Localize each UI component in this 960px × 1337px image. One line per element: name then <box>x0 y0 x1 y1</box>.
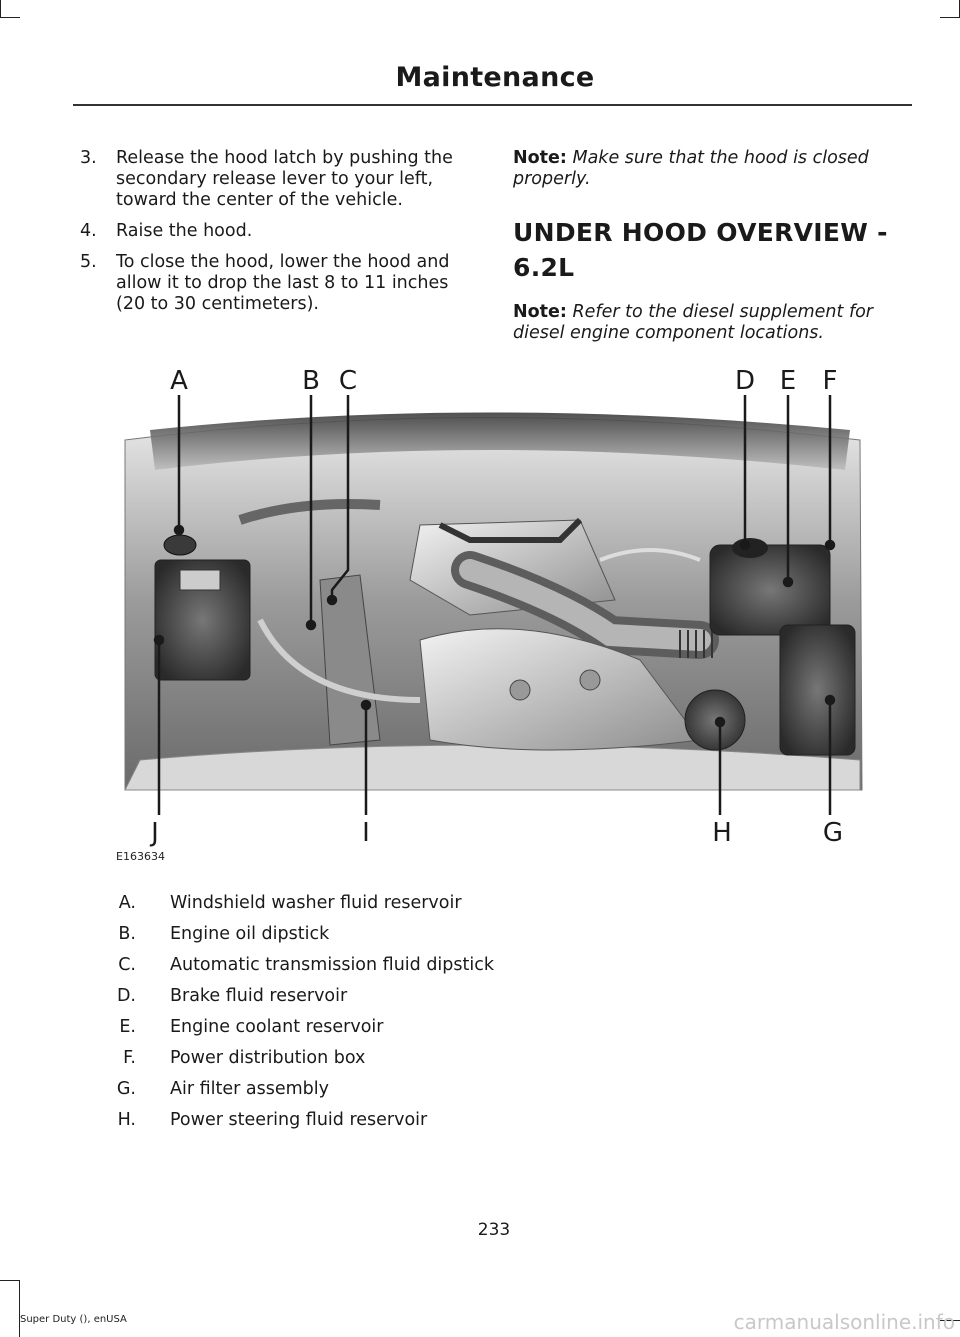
legend-letter: E. <box>119 1017 136 1037</box>
note-label: Note: <box>513 302 567 322</box>
legend-text: Windshield washer fluid reservoir <box>170 893 462 913</box>
page-number: 233 <box>477 1220 511 1240</box>
legend-letter: F. <box>123 1048 136 1068</box>
note-text: Refer to the diesel supplement for diesel engine component locations. <box>513 302 874 343</box>
legend-item <box>100 986 800 1017</box>
figure-code: E163634 <box>116 850 165 863</box>
legend-letter: C. <box>118 955 136 975</box>
legend-item <box>100 1110 800 1141</box>
step-number: 5. <box>80 252 97 272</box>
callout-h: H <box>712 818 732 848</box>
legend-item <box>100 1048 800 1079</box>
legend-letter: A. <box>118 893 136 913</box>
legend-text: Air filter assembly <box>170 1079 329 1099</box>
legend-letter: D. <box>116 986 136 1006</box>
legend-item <box>100 924 800 955</box>
callout-e: E <box>779 366 797 396</box>
legend-text: Automatic transmission fluid dipstick <box>170 955 494 975</box>
callout-a: A <box>170 366 188 396</box>
step-number: 3. <box>80 148 97 168</box>
legend-text: Engine coolant reservoir <box>170 1017 384 1037</box>
section-heading: UNDER HOOD OVERVIEW - 6.2L <box>513 218 888 282</box>
legend-text: Power steering fluid reservoir <box>170 1110 428 1130</box>
callout-c: C <box>338 366 358 396</box>
component-legend <box>100 893 800 1141</box>
legend-item <box>100 893 800 924</box>
legend-letter: H. <box>117 1110 136 1130</box>
callout-i: I <box>362 818 370 848</box>
callout-d: D <box>734 366 756 396</box>
callout-g: G <box>822 818 844 848</box>
legend-text: Engine oil dipstick <box>170 924 330 944</box>
step-number: 4. <box>80 221 97 241</box>
callout-b: B <box>302 366 320 396</box>
callout-f: F <box>822 366 838 396</box>
legend-item <box>100 955 800 986</box>
watermark[interactable]: carmanualsonline.info <box>733 1310 955 1334</box>
step-text: Release the hood latch by pushing the secondary release lever to your left, toward the center of the vehicle. <box>116 148 453 210</box>
legend-text: Power distribution box <box>170 1048 366 1068</box>
legend-letter: G. <box>116 1079 136 1099</box>
page-title: Maintenance <box>395 62 595 93</box>
callout-j: J <box>151 818 159 848</box>
legend-item <box>100 1079 800 1110</box>
legend-item <box>100 1017 800 1048</box>
footer-text: Super Duty (), enUSA <box>20 1314 127 1325</box>
step-text: To close the hood, lower the hood and allow it to drop the last 8 to 11 inches (20 to 30 centimeters). <box>116 252 450 314</box>
legend-letter: B. <box>118 924 136 944</box>
legend-text: Brake fluid reservoir <box>170 986 348 1006</box>
note-text: Make sure that the hood is closed properly. <box>513 148 869 189</box>
step-text: Raise the hood. <box>116 221 253 241</box>
note-label: Note: <box>513 148 567 168</box>
